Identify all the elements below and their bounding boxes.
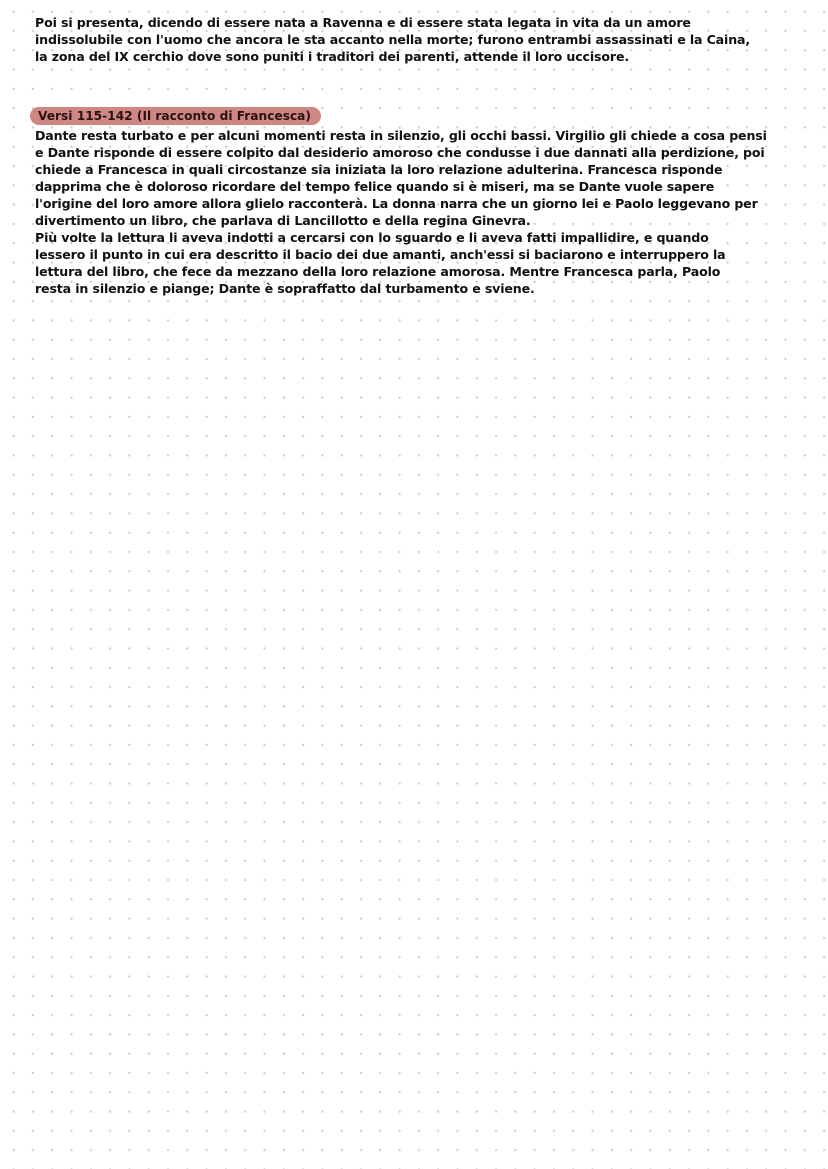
- text-line: indissolubile con l'uomo che ancora le sta accanto nella morte; furono entrambi assassinati e la Caina,: [35, 32, 750, 47]
- text-line: divertimento un libro, che parlava di Lancillotto e della regina Ginevra.: [35, 213, 531, 228]
- text-line: e Dante risponde di essere colpito dal desiderio amoroso che condusse i due dannati alla perdizione, poi: [35, 145, 765, 160]
- text-line: lettura del libro, che fece da mezzano della loro relazione amorosa. Mentre Francesca parla, Paolo: [35, 264, 721, 279]
- text-line: Dante resta turbato e per alcuni momenti resta in silenzio, gli occhi bassi. Virgilio gli chiede a cosa pensi: [35, 128, 767, 143]
- section-paragraph: [35, 127, 805, 297]
- text-line: chiede a Francesca in quali circostanze sia iniziata la loro relazione adulterina. Francesca risponde: [35, 162, 723, 177]
- text-line: lessero il punto in cui era descritto il bacio dei due amanti, anch'essi si baciarono e interruppero la: [35, 247, 726, 262]
- text-line: Più volte la lettura li aveva indotti a cercarsi con lo sguardo e li aveva fatti impallidire, e quando: [35, 230, 709, 245]
- text-line: la zona del IX cerchio dove sono puniti i traditori dei parenti, attende il loro uccisore.: [35, 49, 629, 64]
- intro-paragraph: [35, 14, 805, 65]
- section-heading: Versi 115-142 (Il racconto di Francesca): [30, 107, 321, 125]
- text-line: resta in silenzio e piange; Dante è sopraffatto dal turbamento e sviene.: [35, 281, 535, 296]
- text-line: Poi si presenta, dicendo di essere nata a Ravenna e di essere stata legata in vita da un amore: [35, 15, 691, 30]
- text-line: dapprima che è doloroso ricordare del tempo felice quando si è miseri, ma se Dante vuole sapere: [35, 179, 715, 194]
- text-line: l'origine del loro amore allora glielo racconterà. La donna narra che un giorno lei e Paolo leggevano per: [35, 196, 758, 211]
